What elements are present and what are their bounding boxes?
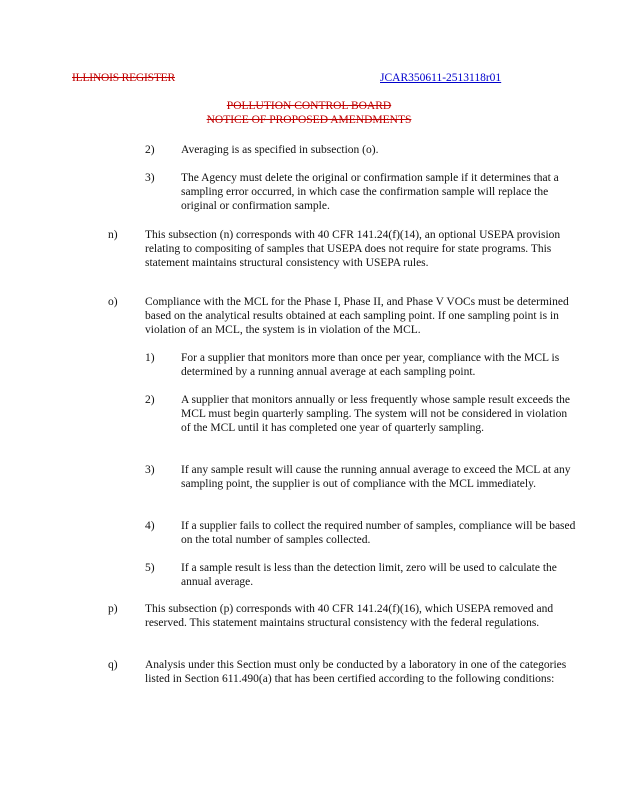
notice-title: NOTICE OF PROPOSED AMENDMENTS [206, 114, 412, 126]
item-text: For a supplier that monitors more than once per year, compliance with the MCL is determined by a running annual average at each sampling point. [181, 352, 560, 378]
item-text: This subsection (n) corresponds with 40 CFR 141.24(f)(14), an optional USEPA provision relating to compositing of samples that USEPA does not require for state programs. This statement maintains structural consistency with USEPA rules. [145, 229, 561, 269]
item-text: If a supplier fails to collect the required number of samples, compliance will be based on the total number of samples collected. [181, 520, 576, 546]
item-text: Averaging is as specified in subsection (o). [181, 144, 379, 156]
item-number: 5) [145, 562, 155, 574]
item-text: A supplier that monitors annually or less frequently whose sample result exceeds the MCL must begin quarterly sampling. The system will not be considered in violation of the MCL until it has completed one year of quarterly sampling. [181, 394, 570, 434]
item-text: The Agency must delete the original or confirmation sample if it determines that a sampling error occurred, in which case the confirmation sample will replace the original or confirmation sample. [181, 172, 559, 212]
register-title: ILLINOIS REGISTER [72, 72, 175, 84]
item-text: Compliance with the MCL for the Phase I, Phase II, and Phase V VOCs must be determined based on the analytical results obtained at each sampling point. If one sampling point is in violation of an MCL, the system is in violation of the MCL. [145, 296, 569, 336]
item-number: q) [108, 659, 118, 671]
item-number: 1) [145, 352, 155, 364]
item-text: If any sample result will cause the running annual average to exceed the MCL at any sampling point, the supplier is out of compliance with the MCL immediately. [181, 464, 571, 490]
board-name: POLLUTION CONTROL BOARD [226, 100, 392, 112]
item-text: Analysis under this Section must only be conducted by a laboratory in one of the categories listed in Section 611.490(a) that has been certified according to the following conditions: [145, 659, 567, 685]
item-number: 3) [145, 172, 155, 184]
jcar-reference: JCAR350611-2513118r01 [380, 72, 502, 84]
item-text: This subsection (p) corresponds with 40 CFR 141.24(f)(16), which USEPA removed and reserved. This statement maintains structural consistency with the federal regulations. [145, 603, 554, 629]
item-number: o) [108, 296, 118, 308]
item-number: 3) [145, 464, 155, 476]
item-number: 2) [145, 394, 155, 406]
item-number: 4) [145, 520, 155, 532]
item-number: n) [108, 229, 118, 241]
item-number: p) [108, 603, 118, 615]
item-number: 2) [145, 144, 155, 156]
item-text: If a sample result is less than the detection limit, zero will be used to calculate the annual average. [181, 562, 557, 588]
